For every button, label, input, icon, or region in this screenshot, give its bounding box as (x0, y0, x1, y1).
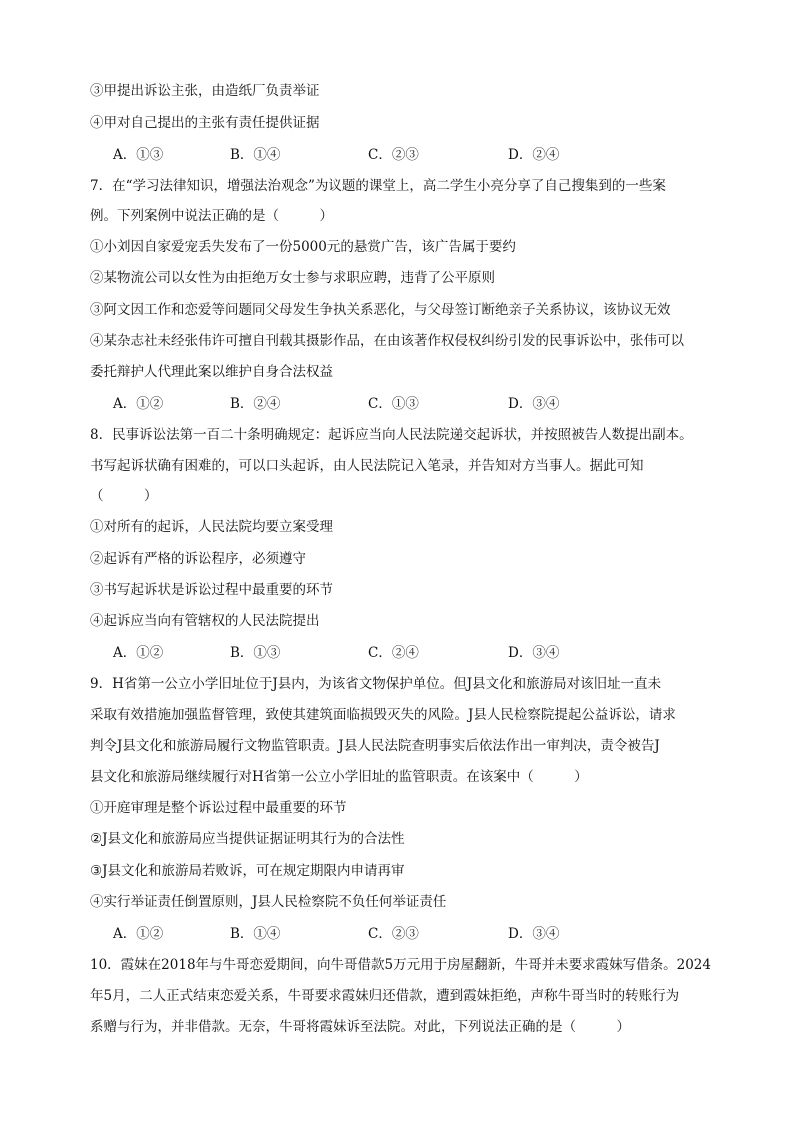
q8-stem-line-1: 8．民事诉讼法第一百二十条明确规定：起诉应当向人民法院递交起诉状，并按照被告人数提出副本。 (90, 427, 693, 443)
q7-item-2: ②某物流公司以女性为由拒绝万女士参与求职应聘，违背了公平原则 (90, 270, 495, 286)
q8-option-c[interactable]: C．②④ (368, 645, 419, 661)
q7-item-4-line-2: 委托辩护人代理此案以维护自身合法权益 (90, 364, 333, 380)
q10-stem-line-1: 10．霞妹在2018年与牛哥恋爱期间，向牛哥借款5万元用于房屋翻新，牛哥并未要求霞妹写借条。2024 (90, 957, 711, 973)
q8-stem-line-3: （ ） (90, 488, 158, 504)
q7-stem-line-1: 7．在“学习法律知识，增强法治观念”为议题的课堂上，高二学生小亮分享了自己搜集到的一些案 (90, 178, 666, 194)
q9-option-b[interactable]: B．①④ (230, 926, 281, 942)
q6-item-3: ③甲提出诉讼主张，由造纸厂负责举证 (90, 83, 320, 99)
q9-option-c[interactable]: C．②③ (368, 926, 419, 942)
q9-stem-line-4: 县文化和旅游局继续履行对H省第一公立小学旧址的监管职责。在该案中（ ） (90, 769, 588, 785)
q9-stem-line-3: 判令J县文化和旅游局履行文物监管职责。J县人民法院查明事实后依法作出一审判决，责令被告J (90, 738, 660, 754)
q8-option-d[interactable]: D．③④ (508, 645, 560, 661)
q9-item-3: ③J县文化和旅游局若败诉，可在规定期限内申请再审 (90, 863, 405, 879)
q7-option-c[interactable]: C．①③ (368, 396, 419, 412)
q10-stem-line-3: 系赠与行为，并非借款。无奈，牛哥将霞妹诉至法院。对此，下列说法正确的是（ ） (90, 1019, 630, 1035)
q8-item-4: ④起诉应当向有管辖权的人民法院提出 (90, 613, 320, 629)
q6-option-d[interactable]: D．②④ (508, 147, 560, 163)
q9-option-d[interactable]: D．③④ (508, 926, 560, 942)
q6-option-a[interactable]: A．①③ (113, 147, 164, 163)
q7-stem-line-2: 例。下列案例中说法正确的是（ ） (90, 208, 333, 224)
q8-item-2: ②起诉有严格的诉讼程序，必须遵守 (90, 551, 306, 567)
q6-item-4: ④甲对自己提出的主张有责任提供证据 (90, 115, 320, 131)
q9-item-2: ②J县文化和旅游局应当提供证据证明其行为的合法性 (90, 831, 405, 847)
q8-option-b[interactable]: B．①③ (230, 645, 281, 661)
q6-option-c[interactable]: C．②③ (368, 147, 419, 163)
q9-stem-line-2: 采取有效措施加强监督管理，致使其建筑面临损毁灭失的风险。J县人民检察院提起公益诉讼，请求 (90, 707, 676, 723)
q7-option-d[interactable]: D．③④ (508, 396, 560, 412)
q7-item-1: ①小刘因自家爱宠丢失发布了一份5000元的悬赏广告，该广告属于要约 (90, 239, 516, 255)
q7-option-a[interactable]: A．①② (113, 396, 164, 412)
q9-stem-line-1: 9．H省第一公立小学旧址位于J县内，为该省文物保护单位。但J县文化和旅游局对该旧址一直未 (90, 676, 662, 692)
q6-option-b[interactable]: B．①④ (230, 147, 281, 163)
q8-option-a[interactable]: A．①② (113, 645, 164, 661)
q9-item-4: ④实行举证责任倒置原则，J县人民检察院不负任何举证责任 (90, 894, 447, 910)
q7-item-3: ③阿文因工作和恋爱等问题同父母发生争执关系恶化，与父母签订断绝亲子关系协议，该协议无效 (90, 302, 671, 318)
q7-option-b[interactable]: B．②④ (230, 396, 281, 412)
q10-stem-line-2: 年5月，二人正式结束恋爱关系，牛哥要求霞妹归还借款，遭到霞妹拒绝，声称牛哥当时的转账行为 (90, 988, 680, 1004)
q8-item-1: ①对所有的起诉，人民法院均要立案受理 (90, 519, 333, 535)
q8-stem-line-2: 书写起诉状确有困难的，可以口头起诉，由人民法院记入笔录，并告知对方当事人。据此可知 (90, 458, 644, 474)
q8-item-3: ③书写起诉状是诉讼过程中最重要的环节 (90, 582, 333, 598)
q9-option-a[interactable]: A．①② (113, 926, 164, 942)
q7-item-4-line-1: ④某杂志社未经张伟许可擅自刊载其摄影作品，在由该著作权侵权纠纷引发的民事诉讼中，张伟可以 (90, 333, 684, 349)
q9-item-1: ①开庭审理是整个诉讼过程中最重要的环节 (90, 800, 347, 816)
